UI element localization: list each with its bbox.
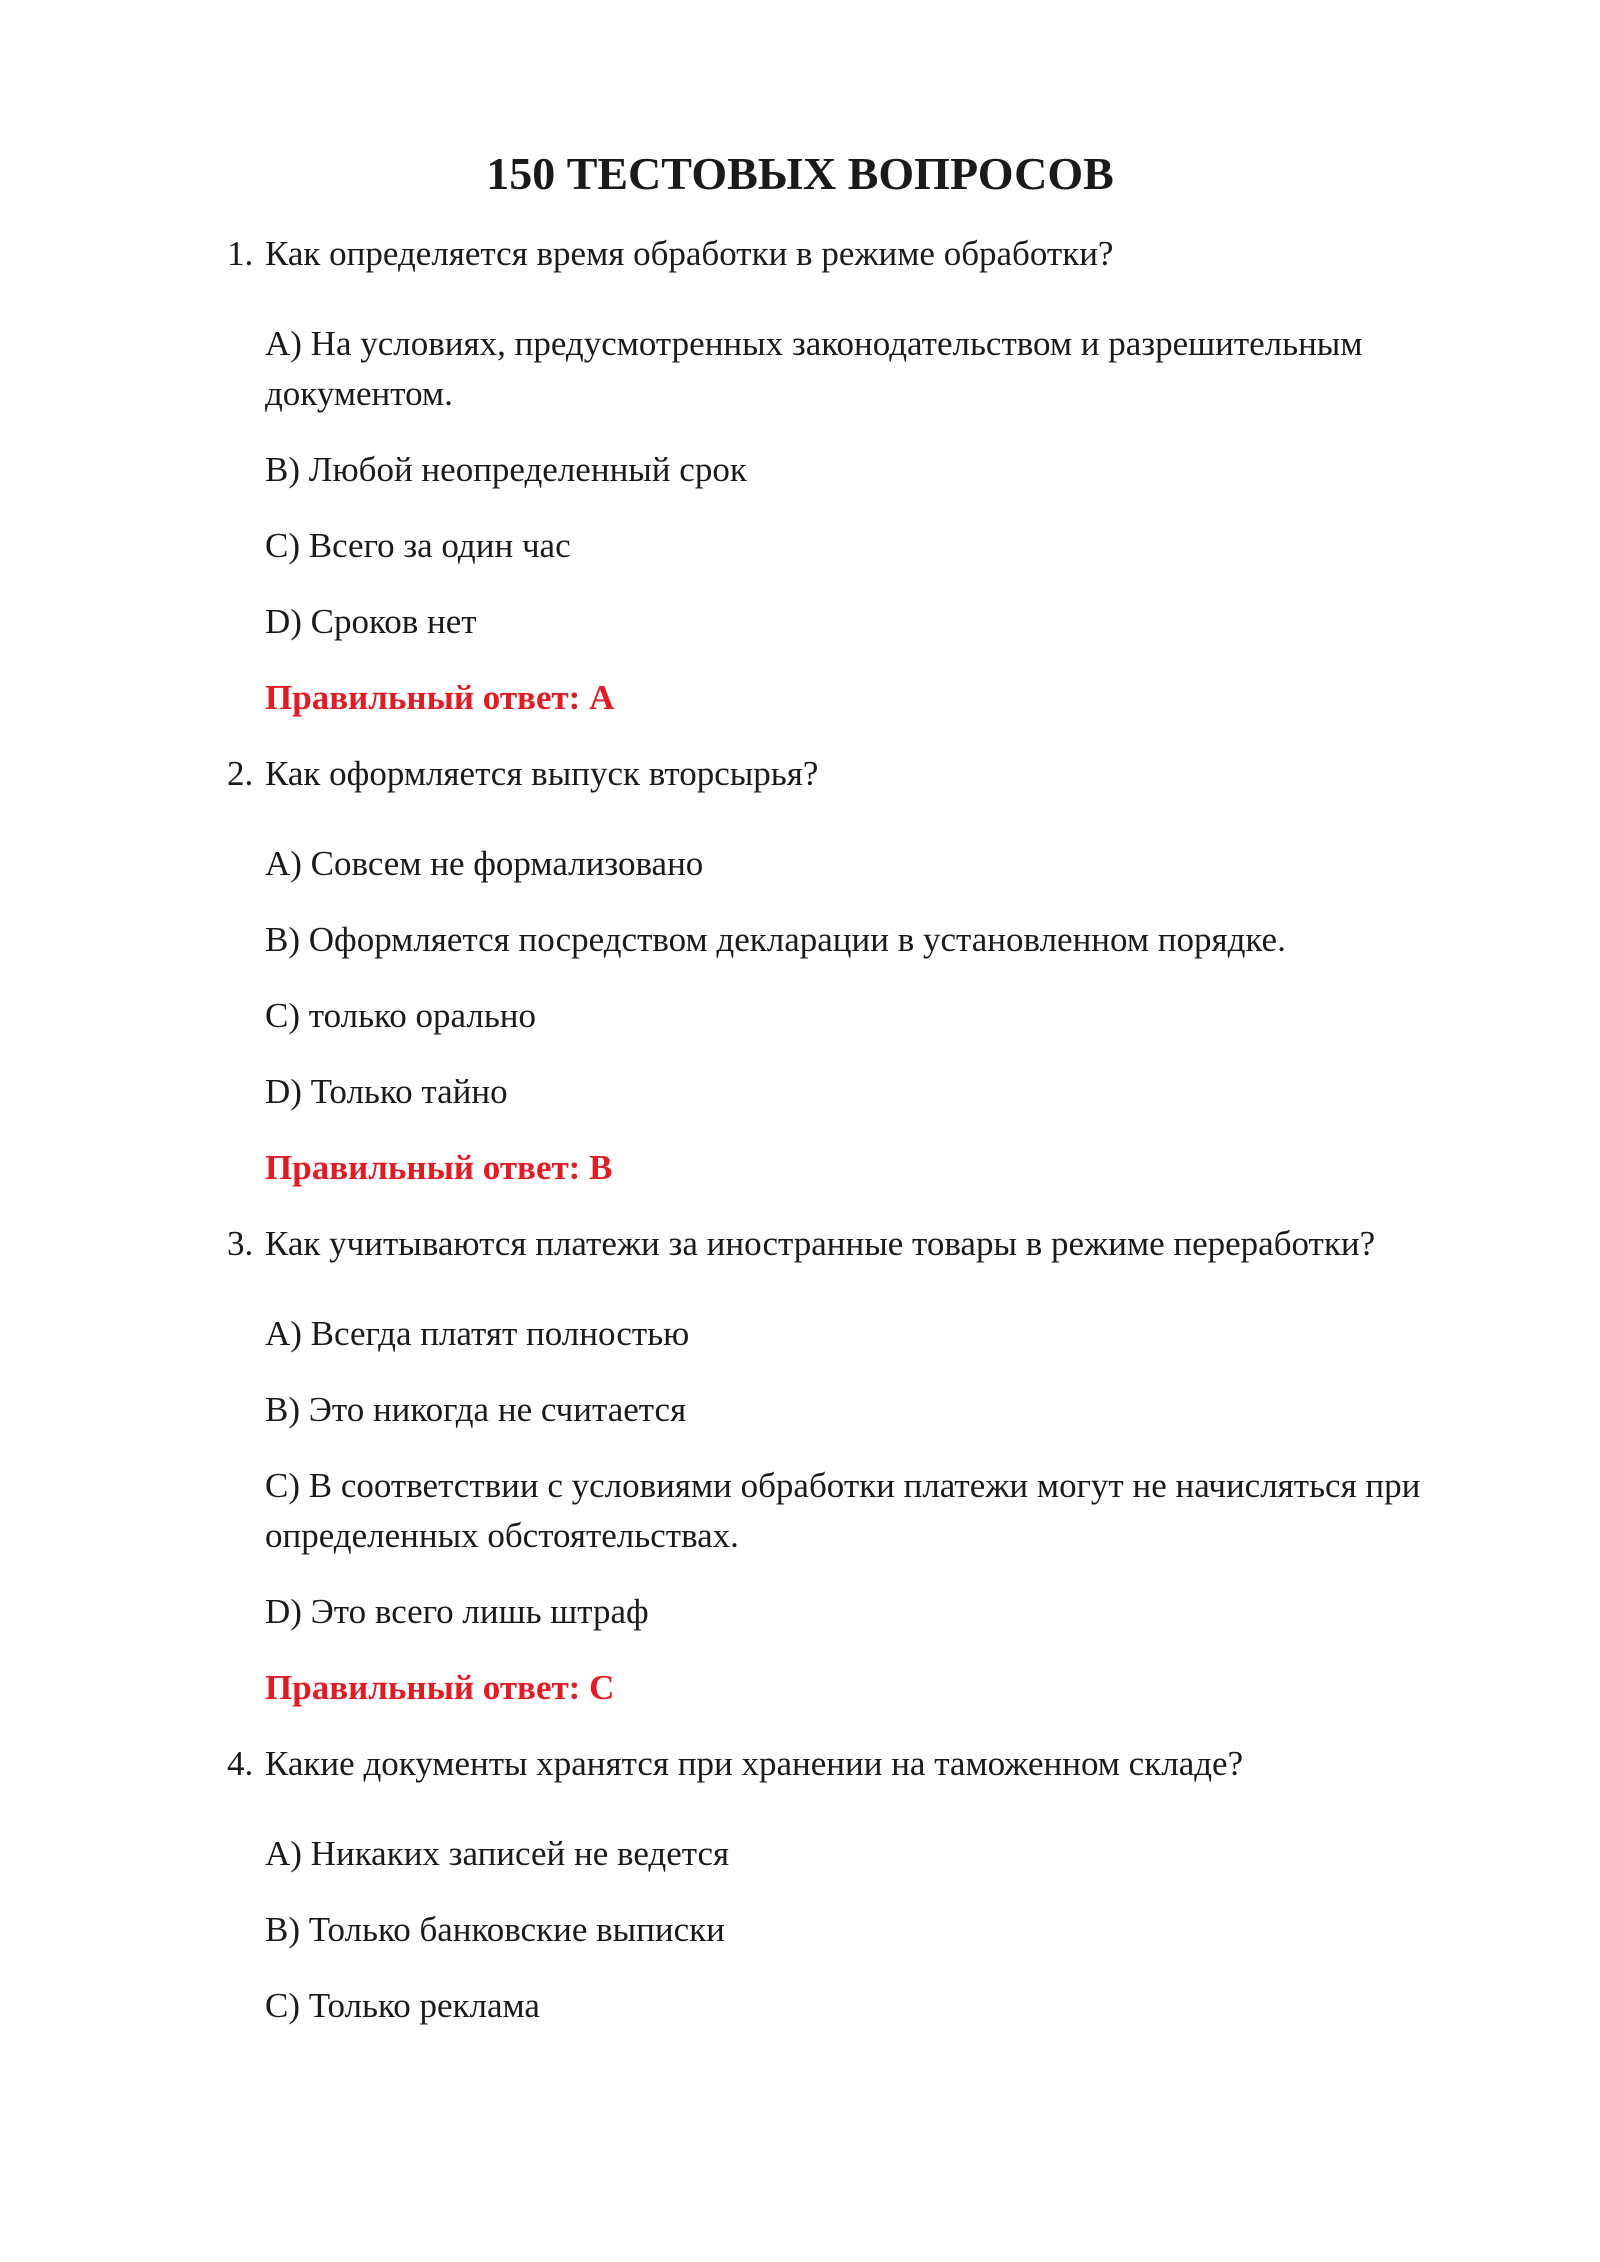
- option-a: A) Никаких записей не ведется: [265, 1833, 730, 1873]
- option-b: B) Это никогда не считается: [265, 1389, 687, 1429]
- question-number: 2.: [227, 753, 254, 793]
- option-c: C) только орально: [265, 995, 537, 1035]
- option-a: A) Всегда платят полностью: [265, 1313, 690, 1353]
- question-text: Как учитываются платежи за иностранные товары в режиме переработки?: [265, 1223, 1376, 1263]
- option-d: D) Это всего лишь штраф: [265, 1591, 649, 1631]
- question-text: Как определяется время обработки в режиме обработки?: [265, 233, 1114, 273]
- option-a: A) Совсем не формализовано: [265, 843, 704, 883]
- question-3: [227, 1219, 1480, 1269]
- correct-answer: Правильный ответ: A: [265, 677, 615, 717]
- correct-answer: Правильный ответ: C: [265, 1667, 615, 1707]
- question-number: 1.: [227, 233, 254, 273]
- question-number: 3.: [227, 1223, 254, 1263]
- question-text: Какие документы хранятся при хранении на таможенном складе?: [265, 1743, 1244, 1783]
- correct-answer: Правильный ответ: B: [265, 1147, 613, 1187]
- option-c: C) В соответствии с условиями обработки платежи могут не начисляться при определенных обстоятельствах.: [265, 1465, 1421, 1555]
- question-2: [227, 749, 1480, 799]
- question-4-options: [265, 1829, 1480, 2031]
- option-c: C) Всего за один час: [265, 525, 571, 565]
- question-4: [227, 1739, 1480, 1789]
- option-d: D) Только тайно: [265, 1071, 508, 1111]
- question-number: 4.: [227, 1743, 254, 1783]
- option-b: B) Оформляется посредством декларации в установленном порядке.: [265, 919, 1286, 959]
- option-a: A) На условиях, предусмотренных законодательством и разрешительным документом.: [265, 323, 1363, 413]
- option-c: C) Только реклама: [265, 1985, 540, 2025]
- option-d: D) Сроков нет: [265, 601, 477, 641]
- option-b: B) Любой неопределенный срок: [265, 449, 747, 489]
- page-title: 150 ТЕСТОВЫХ ВОПРОСОВ: [486, 148, 1114, 199]
- question-3-options: [265, 1309, 1480, 1637]
- question-1-options: [265, 319, 1480, 647]
- question-text: Как оформляется выпуск вторсырья?: [265, 753, 819, 793]
- question-1: [227, 229, 1480, 279]
- option-b: B) Только банковские выписки: [265, 1909, 725, 1949]
- question-2-options: [265, 839, 1480, 1117]
